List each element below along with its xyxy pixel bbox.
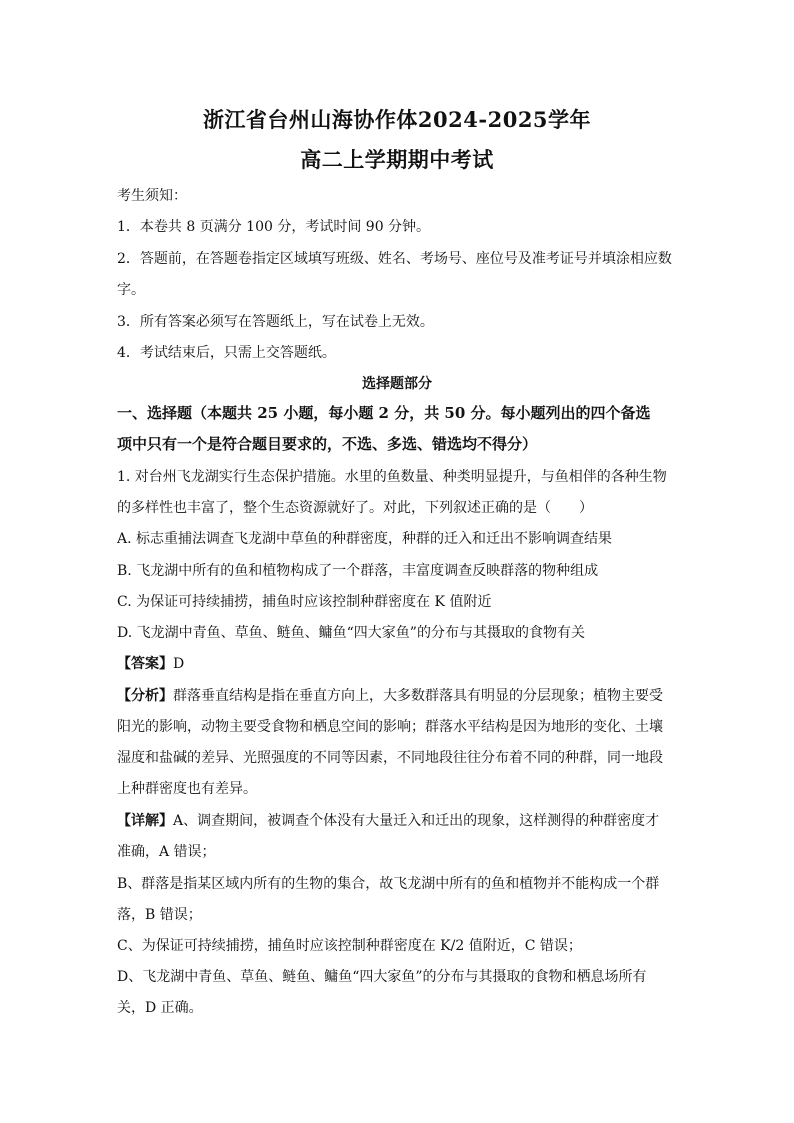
question-stem-line1: 1. 对台州飞龙湖实行生态保护措施。水里的鱼数量、种类明显提升，与鱼相伴的各种生物 (117, 469, 667, 485)
document-title-line1: 浙江省台州山海协作体2024-2025学年 (202, 107, 592, 132)
question-option-a: A. 标志重捕法调查飞龙湖中草鱼的种群密度，种群的迁入和迁出不影响调查结果 (117, 531, 613, 547)
answer-tag: 【答案】 (117, 656, 173, 672)
analysis-line4: 上种群密度也有差异。 (117, 781, 257, 797)
analysis-text: 群落垂直结构是指在垂直方向上，大多数群落具有明显的分层现象；植物主要受 (173, 688, 663, 704)
detail-line4: 落，B 错误； (117, 907, 202, 923)
detail-line6: D、飞龙湖中青鱼、草鱼、鲢鱼、鳙鱼“四大家鱼”的分布与其摄取的食物和栖息场所有 (117, 969, 647, 985)
detail-line1 (117, 812, 659, 830)
detail-tag: 【详解】 (117, 813, 173, 829)
answer-value: D (173, 656, 185, 672)
section-title: 选择题部分 (362, 376, 432, 392)
notice-item: 4．考试结束后，只需上交答题纸。 (117, 345, 336, 361)
notice-item: 1．本卷共 8 页满分 100 分，考试时间 90 分钟。 (117, 219, 431, 235)
notice-item: 2．答题前，在答题卷指定区域填写班级、姓名、考场号、座位号及准考证号并填涂相应数 (117, 251, 672, 267)
notice-item: 字。 (117, 282, 145, 298)
answer-line (117, 655, 184, 673)
detail-line2: 准确，A 错误； (117, 844, 216, 860)
question-option-d: D. 飞龙湖中青鱼、草鱼、鲢鱼、鳙鱼“四大家鱼”的分布与其摄取的食物有关 (117, 625, 585, 641)
analysis-line1 (117, 687, 663, 705)
question-stem-line2: 的多样性也丰富了，整个生态资源就好了。对此，下列叙述正确的是（ ） (117, 500, 593, 516)
notice-heading: 考生须知： (117, 188, 187, 204)
question-option-b: B. 飞龙湖中所有的鱼和植物构成了一个群落，丰富度调查反映群落的物种组成 (117, 563, 599, 579)
notice-item: 3．所有答案必须写在答题纸上，写在试卷上无效。 (117, 314, 434, 330)
analysis-line2: 阳光的影响，动物主要受食物和栖息空间的影响；群落水平结构是因为地形的变化、土壤 (117, 719, 663, 735)
detail-line3: B、群落是指某区域内所有的生物的集合，故飞龙湖中所有的鱼和植物并不能构成一个群 (117, 876, 660, 892)
detail-line7: 关，D 正确。 (117, 1000, 203, 1016)
analysis-tag: 【分析】 (117, 688, 173, 704)
part-heading-line2: 项中只有一个是符合题目要求的，不选、多选、错选均不得分） (117, 435, 538, 453)
part-heading-line1: 一、选择题（本题共 25 小题，每小题 2 分，共 50 分。每小题列出的四个备选 (117, 404, 651, 422)
question-option-c: C. 为保证可持续捕捞，捕鱼时应该控制种群密度在 K 值附近 (117, 594, 492, 610)
detail-line5: C、为保证可持续捕捞，捕鱼时应该控制种群密度在 K/2 值附近，C 错误； (117, 938, 582, 954)
document-title-line2: 高二上学期期中考试 (300, 147, 494, 172)
detail-text: A、调查期间，被调查个体没有大量迁入和迁出的现象，这样测得的种群密度才 (173, 813, 660, 829)
analysis-line3: 湿度和盐碱的差异、光照强度的不同等因素，不同地段往往分布着不同的种群，同一地段 (117, 750, 663, 766)
